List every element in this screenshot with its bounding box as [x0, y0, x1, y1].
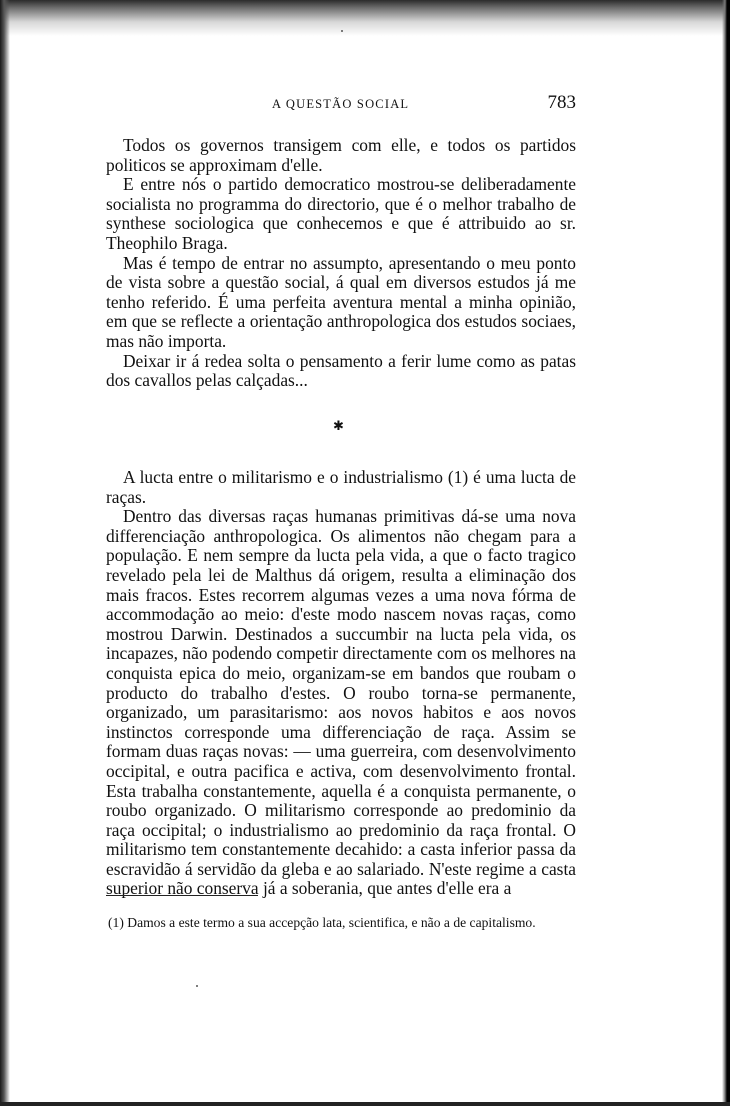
paragraph: A lucta entre o militarismo e o industrialismo (1) é uma lucta de raças.	[106, 467, 576, 507]
scan-speck	[196, 985, 198, 987]
text-block-before-break	[106, 136, 576, 391]
paragraph: E entre nós o partido democratico mostrou-se deliberadamente socialista no programma do directorio, que é o melhor trabalho de synthese sociologica que conhecemos e que é attribuido ao sr. Theophilo Braga.	[106, 174, 576, 253]
running-head: A QUESTÃO SOCIAL	[272, 97, 410, 111]
paragraph: Deixar ir á redea solta o pensamento a ferir lume como as patas dos cavallos pelas calçadas...	[106, 350, 576, 391]
paragraph: Dentro das diversas raças humanas primitivas dá-se uma nova differenciação anthropologica. Os alimentos não chegam para a população. E nem sempre da lucta pela vida, a que o facto tragico revelado pela lei de Malthus dá origem, resulta a eliminação dos mais fracos. Estes recorrem algumas vezes a uma nova fórma de accommodação ao meio: d'este modo nascem novas raças, como mostrou Darwin. Destinados a succumbir na lucta pela vida, os incapazes, não podendo competir directamente com os melhores na conquista epica do meio, organizam-se em bandos que roubam o producto do trabalho d'estes. O roubo torna-se permanente, organizado, um parasitarismo: aos novos habitos e aos novos instinctos corresponde uma differenciação de raça. Assim se formam duas raças novas: — uma guerreira, com desenvolvimento occipital, e outra pacifica e activa, com desenvolvimento frontal. Esta trabalha constantemente, aquella é a conquista permanente, o roubo organizado. O militarismo corresponde ao predominio da raça occipital; o industrialismo ao predominio da raça frontal. O militarismo tem constantemente decahido: a casta inferior passa da escravidão á servidão da gleba e ao salariado. N'este regime a casta superior não conserva já a soberania, que antes d'elle era a	[106, 506, 576, 899]
scan-border-right	[722, 0, 730, 1106]
page-number: 783	[547, 92, 576, 113]
paragraph: Mas é tempo de entrar no assumpto, apresentando o meu ponto de vista sobre a questão social, á qual em diversos estudos já me tenho referido. É uma perfeita aventura mental a minha opinião, em que se reflecte a orientação anthropologica dos estudos sociaes, mas não importa.	[106, 252, 576, 351]
footnote-rule	[106, 895, 258, 896]
text-block-after-break	[106, 468, 576, 899]
scan-shadow-top	[0, 0, 730, 36]
paragraph: Todos os governos transigem com elle, e todos os partidos politicos se approximam d'elle.	[106, 135, 576, 175]
page-header	[106, 92, 576, 116]
scan-speck	[341, 30, 343, 32]
scan-shadow-left	[0, 0, 10, 1106]
scan-border-bottom	[0, 1102, 730, 1106]
section-break-ornament: ✱	[333, 419, 344, 434]
footnote: (1) Damos a este termo a sua accepção lata, scientifica, e não a de capitalismo.	[108, 915, 536, 930]
